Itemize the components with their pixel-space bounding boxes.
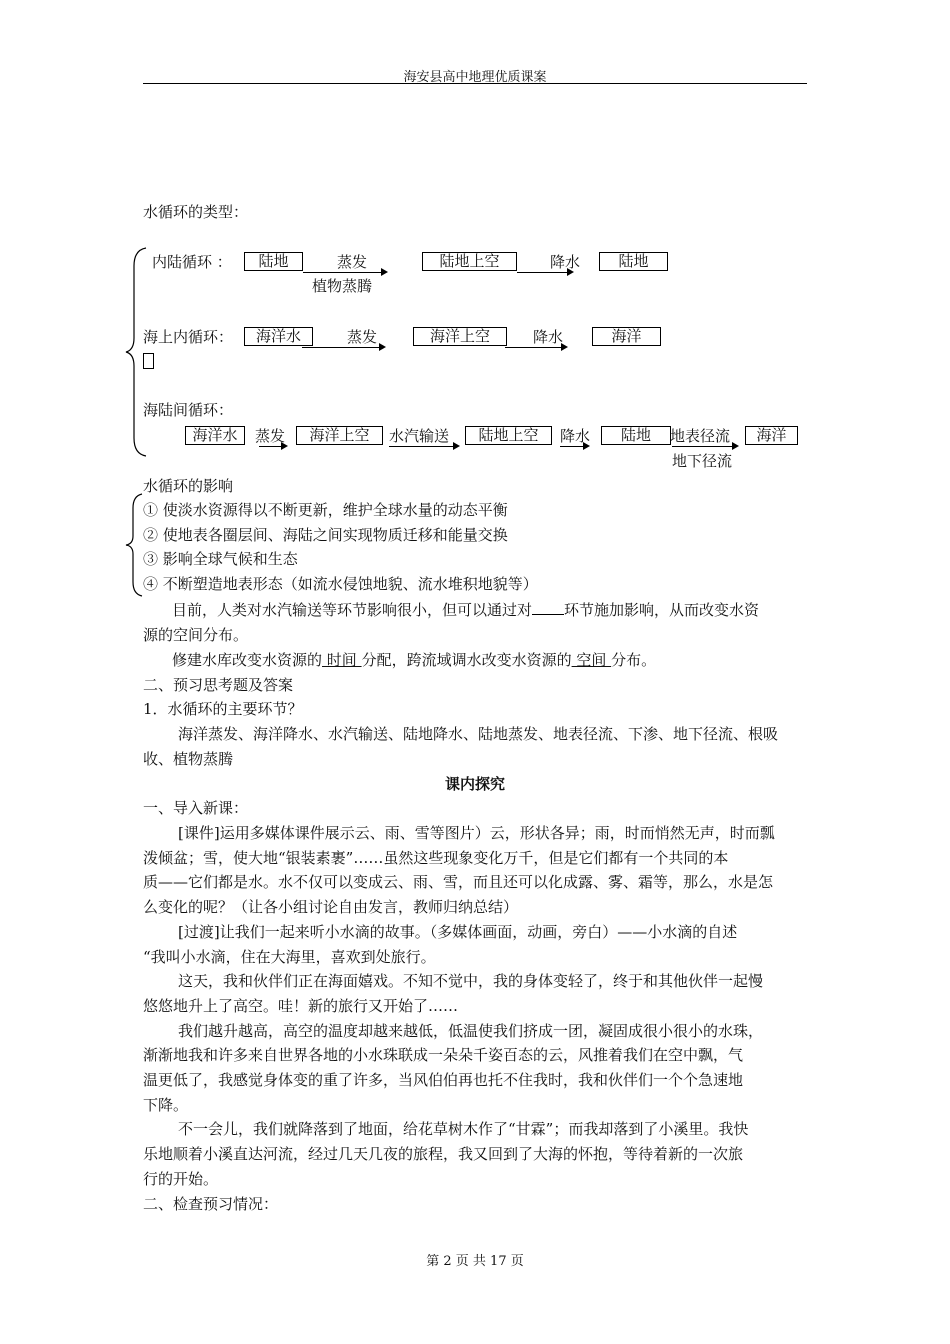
- story-line: “我叫小水滴，住在大海里，喜欢到处旅行。: [143, 948, 436, 966]
- story-line: 不一会儿，我们就降落到了地面，给花草树木作了“甘霖”；而我却落到了小溪里。我快: [178, 1120, 749, 1138]
- story-line: 下降。: [143, 1096, 189, 1114]
- para2-answer-space: 空间: [571, 651, 612, 669]
- story-line: [过渡]让我们一起来听小水滴的故事。（多媒体画面，动画，旁白）——小水滴的自述: [178, 923, 738, 941]
- section2-heading: 二、预习思考题及答案: [143, 676, 294, 694]
- para2-text-c: 分布。: [611, 651, 657, 669]
- story-line: 行的开始。: [143, 1170, 219, 1188]
- inland-arrow2-label: 降水: [550, 253, 581, 271]
- page-footer: 第 2 页 共 17 页: [426, 1254, 524, 1269]
- impact-title: 水循环的影响: [143, 477, 234, 495]
- answer-1-line1: 海洋蒸发、海洋降水、水汽输送、陆地降水、陆地蒸发、地表径流、下渗、地下径流、根吸: [178, 725, 779, 743]
- landsea-box-ocean2: 海洋: [745, 426, 798, 445]
- story-line: 泼倾盆；雪，使大地“银装素裹”……虽然这些现象变化万千，但是它们都有一个共同的本: [143, 849, 729, 867]
- inland-box-land2: 陆地: [599, 252, 668, 271]
- inland-box-land: 陆地: [244, 252, 303, 271]
- sea-arrow1-label: 蒸发: [347, 328, 378, 346]
- sea-box-sky: 海洋上空: [413, 327, 507, 346]
- landsea-step3: 降水: [560, 427, 591, 445]
- sea-arrow1: [302, 347, 384, 348]
- impact-item-1: ① 使淡水资源得以不断更新，维护全球水量的动态平衡: [143, 501, 508, 519]
- header-rule: [143, 83, 807, 84]
- landsea-box-land: 陆地: [601, 426, 671, 445]
- story-line: 乐地顺着小溪直达河流，经过几天几夜的旅程，我又回到了大海的怀抱，等待着新的一次旅: [143, 1145, 744, 1163]
- landsea-box-land-sky: 陆地上空: [465, 426, 552, 445]
- story-line: 二、检查预习情况：: [143, 1195, 279, 1213]
- sea-arrow2: [505, 347, 566, 348]
- story-line: [课件]运用多媒体课件展示云、雨、雪等图片）云，形状各异；雨，时而悄然无声，时而瓢: [178, 824, 775, 842]
- para1-text-a: 目前，人类对水汽输送等环节影响很小，但可以通过对: [172, 601, 533, 619]
- story-line: 渐渐地我和许多来自世界各地的小水珠联成一朵朵千姿百态的云，风推着我们在空中飘，气: [143, 1046, 744, 1064]
- landsea-box-ocean: 海洋水: [185, 426, 245, 445]
- story-line: 这天，我和伙伴们正在海面嬉戏。不知不觉中，我的身体变轻了，终于和其他伙伴一起慢: [178, 972, 764, 990]
- para1-text-b: 环节施加影响，从而改变水资: [564, 601, 760, 619]
- para2-text-a: 修建水库改变水资源的: [172, 651, 323, 669]
- para2: [172, 648, 656, 672]
- sea-arrow2-label: 降水: [533, 328, 564, 346]
- fill-in-blank: [532, 600, 564, 615]
- impact-item-2: ② 使地表各圈层间、海陆之间实现物质迁移和能量交换: [143, 526, 508, 544]
- inland-arrow2: [517, 272, 572, 273]
- page-header: 海安县高中地理优质课案: [403, 70, 547, 85]
- para2-answer-time: 时间: [322, 651, 362, 669]
- landsea-step4-sub: 地下径流: [672, 452, 733, 470]
- landsea-label: 海陆间循环：: [143, 401, 234, 419]
- inland-arrow1: [303, 272, 386, 273]
- intro-heading: 一、导入新课：: [143, 799, 249, 817]
- answer-1-line2: 收、植物蒸腾: [143, 750, 234, 768]
- sea-label: 海上内循环：: [143, 328, 234, 346]
- inland-arrow1-sublabel: 植物蒸腾: [312, 277, 373, 295]
- story-line: 质——它们都是水。水不仅可以变成云、雨、雪，而且还可以化成露、雾、霜等，那么，水是怎: [143, 873, 774, 891]
- inland-label: 内陆循环 ：: [152, 253, 232, 271]
- types-title: 水循环的类型：: [143, 203, 249, 221]
- landsea-step1: 蒸发: [255, 427, 286, 445]
- placeholder-box-glyph: [143, 353, 154, 369]
- para2-text-b: 分配，跨流域调水改变水资源的: [361, 651, 572, 669]
- question-1: 1．水循环的主要环节？: [143, 700, 303, 718]
- story-line: 我们越升越高，高空的温度却越来越低，低温使我们挤成一团，凝固成很小很小的水珠，: [178, 1022, 764, 1040]
- story-line: 么变化的呢？（让各小组讨论自由发言，教师归纳总结）: [143, 898, 519, 916]
- landsea-box-sea-sky: 海洋上空: [296, 426, 383, 445]
- landsea-arrow3: [560, 446, 588, 447]
- landsea-step2: 水汽输送: [389, 427, 450, 445]
- landsea-arrow1: [259, 446, 286, 447]
- story-line: 温更低了，我感觉身体变的重了许多，当风伯伯再也托不住我时，我和伙伴们一个个急速地: [143, 1071, 744, 1089]
- sea-box-ocean2: 海洋: [592, 327, 661, 346]
- inland-arrow1-label: 蒸发: [337, 253, 368, 271]
- impact-item-4: ④ 不断塑造地表形态（如流水侵蚀地貌、流水堆积地貌等）: [143, 575, 538, 593]
- section-title: 课内探究: [444, 775, 505, 793]
- para1-line2: 源的空间分布。: [143, 626, 249, 644]
- landsea-arrow2: [389, 446, 458, 447]
- cycles-brace: [124, 246, 150, 458]
- sea-box-ocean: 海洋水: [244, 327, 313, 346]
- landsea-step4: 地表径流: [670, 427, 731, 445]
- impact-item-3: ③ 影响全球气候和生态: [143, 550, 298, 568]
- story-line: 悠悠地升上了高空。哇！新的旅行又开始了……: [143, 997, 459, 1015]
- impact-brace: [124, 492, 144, 598]
- inland-box-sky: 陆地上空: [422, 252, 517, 271]
- landsea-arrow4: [672, 446, 737, 447]
- para1-line1: [172, 598, 759, 622]
